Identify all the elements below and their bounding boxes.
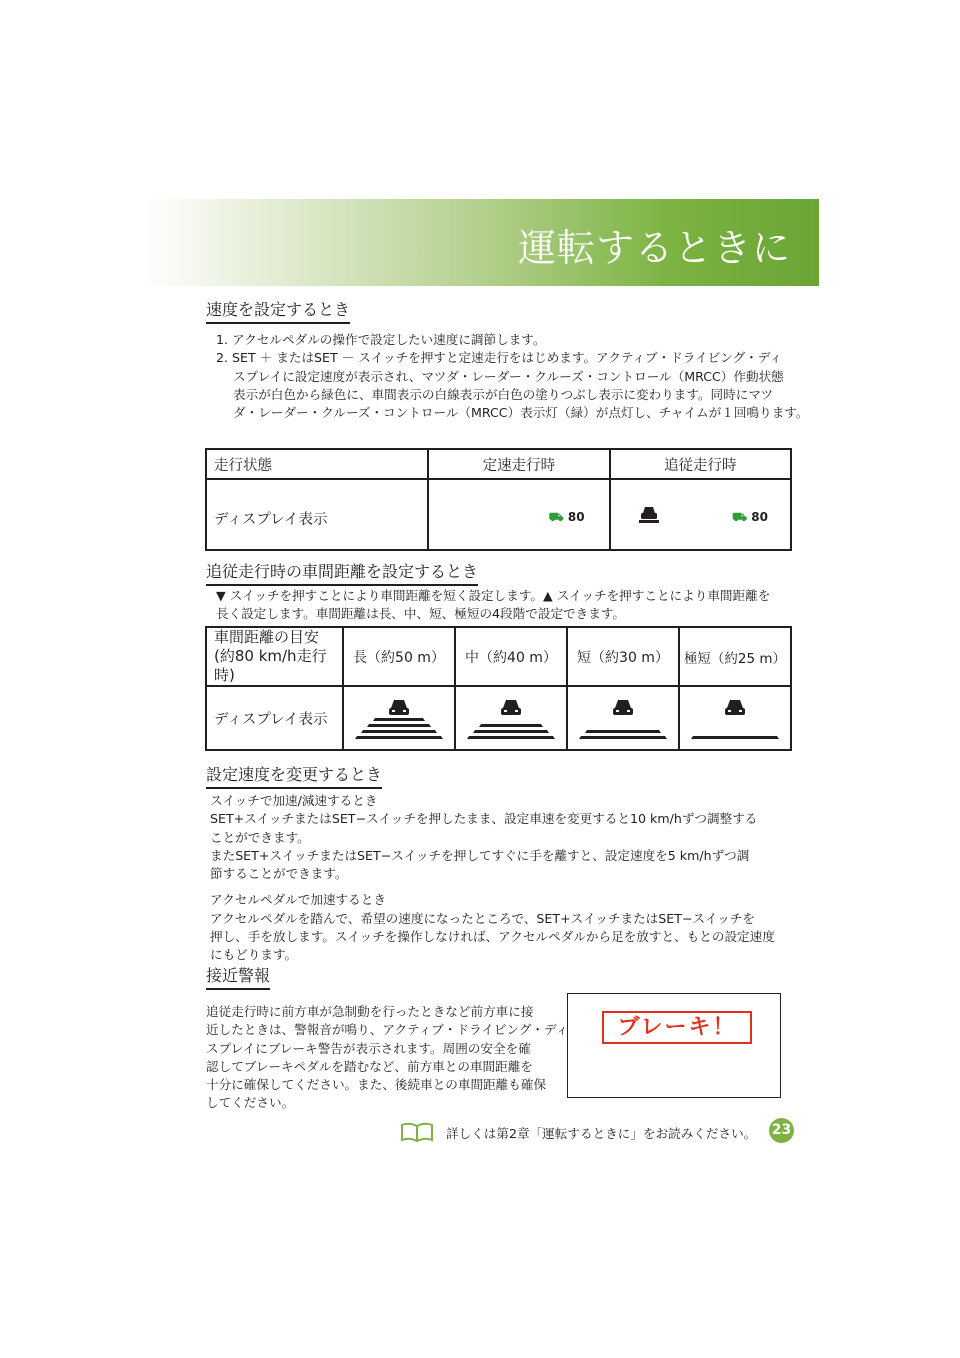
cruise-icon: ⛟ <box>548 510 564 524</box>
brake-warning-display <box>567 993 781 1098</box>
heading-proximity-warning: 接近警報 <box>206 966 270 990</box>
chapter-banner <box>140 199 819 286</box>
book-icon <box>400 1121 434 1143</box>
distance-short-icon <box>575 694 671 742</box>
warning-line: 追従走行時に前方車が急制動を行ったときなど前方車に接 <box>206 1004 534 1019</box>
distance-extra-short-icon <box>687 694 783 742</box>
lead-car-icon <box>639 504 659 524</box>
warning-line: 近したときは、警報音が鳴り、アクティブ・ドライビング・ディ <box>206 1022 569 1038</box>
display-constant <box>428 479 609 550</box>
warning-line: 認してブレーキペダルを踏むなど、前方車との車間距離を <box>206 1058 533 1074</box>
display-follow <box>610 479 791 550</box>
step-2-cont: 表示が白色から緑色に、車間表示の白線表示が白色の塗りつぶし表示に変わります。同時にマツ <box>233 386 774 402</box>
distance-table <box>205 626 792 751</box>
heading-change-speed: 設定速度を変更するとき <box>206 765 382 789</box>
step-2-cont: ダ・レーダー・クルーズ・コントロール（MRCC）表示灯（緑）が点灯し、チャイムが１回鳴ります。 <box>233 405 809 421</box>
header-follow: 追従走行時 <box>610 449 791 479</box>
header-constant: 定速走行時 <box>428 449 609 479</box>
switch-line: 節することができます。 <box>210 866 348 882</box>
switch-line: SET+スイッチまたはSET−スイッチを押したまま、設定車速を変更すると10 km/hずつ調整する <box>210 811 758 827</box>
header-distance-guide <box>206 627 343 686</box>
heading-set-speed: 速度を設定するとき <box>206 300 350 324</box>
pedal-line: にもどります。 <box>210 947 298 963</box>
display-short <box>567 686 679 750</box>
distance-line-1: ▼ スイッチを押すことにより車間距離を短く設定します。▲ スイッチを押すことにより車間距離を <box>216 588 771 603</box>
chapter-title: 運転するときに <box>517 226 791 270</box>
col-long: 長（約50 m） <box>343 627 455 686</box>
following-distance-text <box>216 587 770 624</box>
col-extra-short: 極短（約25 m） <box>679 627 791 686</box>
display-long <box>343 686 455 750</box>
pedal-line: アクセルペダルを踏んで、希望の速度になったところで、SET+スイッチまたはSET−スイッチを <box>210 910 755 926</box>
footer-text: 詳しくは第2章「運転するときに」をお読みください。 <box>446 1125 757 1141</box>
distance-line-2: 長く設定します。車間距離は長、中、短、極短の4段階で設定できます。 <box>216 606 625 622</box>
pedal-line: 押し、手を放します。スイッチを操作しなければ、アクセルペダルから足を放すと、もとの設定速度 <box>210 929 775 945</box>
warning-line: 十分に確保してください。また、後続車との車間距離も確保 <box>206 1077 547 1093</box>
row-display-label: ディスプレイ表示 <box>206 479 428 550</box>
set-speed-value: 80 <box>751 510 768 524</box>
step-2: 2. SET ＋ またはSET － スイッチを押すと定速走行をはじめます。アクティブ・ドライビング・ディ <box>216 350 782 366</box>
brake-warning: ブレーキ！ <box>602 1011 752 1044</box>
header-state: 走行状態 <box>206 449 428 479</box>
switch-line: またSET+スイッチまたはSET−スイッチを押してすぐに手を離すと、設定速度を5 km/hずつ調 <box>210 847 750 863</box>
cruise-icon: ⛟ <box>732 510 748 524</box>
footer-reference <box>400 1121 756 1143</box>
display-medium <box>455 686 567 750</box>
sub-heading-pedal: アクセルペダルで加速するとき <box>210 892 386 908</box>
step-2-cont: スプレイに設定速度が表示され、マツダ・レーダー・クルーズ・コントロール（MRCC）作動状態 <box>233 368 784 384</box>
warning-line: してください。 <box>206 1095 295 1111</box>
set-speed-value: 80 <box>567 510 585 524</box>
page-number: 23 <box>769 1118 794 1143</box>
set-speed-indicator <box>549 510 585 526</box>
switch-line: ことができます。 <box>210 829 310 845</box>
header-distance-guide-line2: (約80 km/h走行時) <box>214 647 327 684</box>
heading-following-distance: 追従走行時の車間距離を設定するとき <box>206 562 478 586</box>
proximity-warning-text <box>206 1003 568 1113</box>
row-display-label: ディスプレイ表示 <box>206 686 343 750</box>
header-distance-guide-line1: 車間距離の目安 <box>214 628 320 646</box>
col-short: 短（約30 m） <box>567 627 679 686</box>
change-speed-text <box>210 792 775 965</box>
distance-long-icon <box>351 694 447 742</box>
distance-medium-icon <box>463 694 559 742</box>
col-medium: 中（約40 m） <box>455 627 567 686</box>
driving-state-table <box>205 448 792 551</box>
set-speed-indicator <box>732 510 768 526</box>
step-1: 1. アクセルペダルの操作で設定したい速度に調節します。 <box>216 332 546 347</box>
warning-line: スプレイにブレーキ警告が表示されます。周囲の安全を確 <box>206 1040 531 1056</box>
sub-heading-switch: スイッチで加速/減速するとき <box>210 793 378 808</box>
display-extra-short <box>679 686 791 750</box>
set-speed-text <box>216 331 808 422</box>
